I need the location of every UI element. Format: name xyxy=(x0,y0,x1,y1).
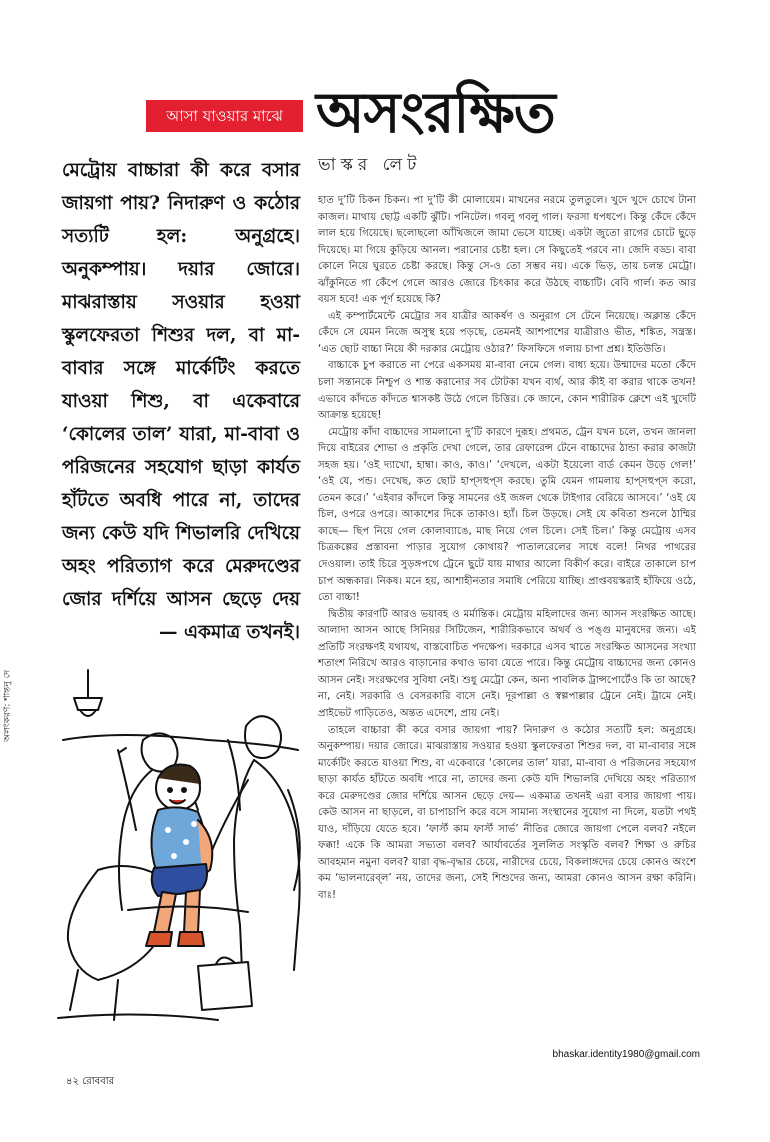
byline: ভাস্কর লেট xyxy=(318,155,422,175)
article-paragraph: মেট্রোয় কাঁদা বাচ্চাদের সামলানো দু’টি কারণে দুরূহ। প্রথমত, ট্রেন যখন চলে, তখন জানলা দিয়ে বাইরের শোভা ও প্রকৃতি দেখা গেলে, তার রেফারেন্স টেনে বাচ্চাদের ঠান্ডা করার কাজটা সহজ হয়। ‘ওই দ্যাখো, হাম্বা। কাও, কাও।’ ‘দেখলে, একটা ইয়েলো বার্ড কেমন উড়ে গেল!’ ‘ওই যে, পন্ড। দেখেছ, কত ছোট হাপ্‌সহুপ্‌স করছে। তুমি যেমন গামলায় হাপ্‌সহুপ্‌স করো, তেমন করে।’ ‘এইবার কাঁদলে কিন্তু সামনের ওই জঙ্গল থেকে টাইগার বেরিয়ে আসবে।’ ‘ওই যে চিল, ওপরে ওপরে। আকাশের দিকে তাকাও। হ্যাঁ। চিল উড়ছে। সেই যে কবিতা শুনলে ঠাম্মির কাছে— ছিপ নিয়ে গেল কোলাব্যাঙে, মাছ নিয়ে গেল চিলে। সেই চিল।’ কিন্তু মেট্রোয় এসব চিত্রকল্পের প্রস্তাবনা পাড়ার সুযোগ কোথায়? পাতালরেলের সাধে বলে! নিথর পাথরের দেওয়াল। তাই চিরে সুড়ঙ্গপথে ট্রেনে ছুটে যায় মাথার আলো বিকীর্ণ করে। বাইরে তাকালে চাপ চাপ অন্ধকার। নিকষ। মনে হয়, আশাহীনতার সমাধি পেরিয়ে যাচ্ছি। প্রাপ্তবয়স্করাই হাঁফিয়ে ওঠে, তো বাচ্চা! xyxy=(318,426,696,604)
article-paragraph: এই কম্পার্টমেন্টে মেট্রোর সব যাত্রীর আকর্ষণ ও অনুরাগ সে টেনে নিয়েছে। অক্লান্ত কেঁদে কেঁদে সে যেমন নিজে অসুস্থ হয়ে পড়ছে, তেমনই আশপাশের যাত্রীরাও ভীত, শঙ্কিত, সন্ত্রস্ত। ‘এত ছোট বাচ্চা নিয়ে কী দরকার মেট্রোয় ওঠার?’ ফিসফিসে গলায় চাপা প্রশ্ন। ইতিউতি। xyxy=(318,310,696,355)
article-paragraph: হাত দু’টি চিকন চিকন। পা দু’টি কী মোলায়েম। মাখনের নরমে তুলতুলে। খুদে খুদে চোখে টানা কাজল। মাথায় ছোট্ট একটি ঝুঁটি। পনিটেল। গবলু গবলু গাল। ফরসা ধপধপে। কিন্তু কেঁদে কেঁদে লাল হয়ে গিয়েছে। ছলোছলো আঁখিজলে জামা ভেসে যাচ্ছে। একটা জুতো রাগের চোটে ছুড়ে দিয়েছে। মা গিয়ে কুড়িয়ে আনল। পরানোর চেষ্টা হল। সে কিছুতেই পরবে না। জেদি বড্ড। বাবা কোলে নিয়ে ঘুরতে চেষ্টা করছে। কিন্তু সে-ও তো সম্ভব নয়। একে ভিড়, তায় চলন্ত মেট্রো। ঝাঁকুনিতে গা কেঁপে গেলে আরও জোরে চিৎকার করে উঠছে বাচ্চাটি। বেবি গার্ল। কত আর বয়স হবে! এক পূর্ণ হয়েছে কি? xyxy=(318,195,696,306)
section-tag: আসা যাওয়ার মাঝে xyxy=(146,100,303,132)
article-paragraph: দ্বিতীয় কারণটি আরও ভয়াবহ ও মর্মান্তিক। মেট্রোয় মহিলাদের জন্য আসন সংরক্ষিত আছে। আলাদা আসন আছে সিনিয়র সিটিজেন, শারীরিকভাবে অথর্ব ও পঙ্গু মানুষদের জন্য। এই প্রতিটি সংরক্ষণই যথাযথ, বাস্তবোচিত পদক্ষেপ। দরকারে এসব খাতে সংরক্ষিত আসনের সংখ্যা শতাংশ নিরিখে আরও বাড়ানোর কথাও ভাবা যেতে পারে। কিন্তু মেট্রোয় বাচ্চাদের জন্য কোনও আসন নেই। সংরক্ষণের সুবিধা নেই। শুধু মেট্রো কেন, অন্য পাবলিক ট্রান্সপোর্টেও কি তা আছে? না, নেই। সরকারি ও বেসরকারি বাসে নেই। দূরপাল্লা ও স্বল্পপাল্লার ট্রেনে নেই। ট্রামে নেই। প্রাইভেট গাড়িতেও, অন্তত এদেশে, প্রায় নেই। xyxy=(318,608,696,719)
headline: অসংরক্ষিত xyxy=(316,80,555,146)
article-paragraph: বাচ্চাকে চুপ করাতে না পেরে একসময় মা-বাবা নেমে গেল। বাধ্য হয়ে। উন্মাদের মতো কেঁদে চলা সন্তানকে নিশ্চুপ ও শান্ত করানোর সব টোটকা যখন ব্যর্থ, আর কীই বা করার থাকে তখন! এভাবে কাঁদতে কাঁদতে শ্বাসকষ্ট উঠে গেলে চিত্তির। কে জানে, কোন শারীরিক ক্লেশে এই খুদেটি আক্রান্ত হয়েছে! xyxy=(318,360,696,422)
article-body xyxy=(318,193,696,901)
illustration-credit: অলংকরণ: শান্তনু দে xyxy=(2,670,13,742)
author-email: bhaskar.identity1980@gmail.com xyxy=(552,1049,700,1060)
pull-quote: মেট্রোয় বাচ্চারা কী করে বসার জায়গা পায়? নিদারুণ ও কঠোর সত্যটি হল: অনুগ্রহে। অনুকম্পায়। দয়ার জোরে। মাঝরাস্তায় সওয়ার হওয়া স্কুলফেরতা শিশুর দল, বা মা-বাবার সঙ্গে মার্কেটিং করতে যাওয়া শিশু, বা একেবারে ‘কোলের তাল’ যারা, মা-বাবা ও পরিজনের সহযোগ ছাড়া কার্যত হাঁটতে অবধি পারে না, তাদের জন্য কেউ যদি শিভালরি দেখিয়ে অহং পরিত্যাগ করে মেরুদণ্ডের জোর দর্শিয়ে আসন ছেড়ে দেয়— একমাত্র তখনই। xyxy=(62,160,300,643)
article-paragraph: তাহলে বাচ্চারা কী করে বসার জায়গা পায়? নিদারুণ ও কঠোর সত্যটি হল: অনুগ্রহে। অনুকম্পায়। দয়ার জোরে। মাঝরাস্তায় সওয়ার হওয়া স্কুলফেরতা শিশুর দল, বা মা-বাবার সঙ্গে মার্কেটিং করতে যাওয়া শিশু, বা একেবারে ‘কোলের তাল’ যারা, মা-বাবা ও পরিজনের সহযোগ ছাড়া কার্যত হাঁটতে অবধি পারে না, তাদের জন্য কেউ যদি শিভালরি দেখিয়ে অহং পরিত্যাগ করে মেরুদণ্ডের জোর দর্শিয়ে আসন ছেড়ে দেয়— একমাত্র তখনই এরা বসার জায়গা পায়। কেউ আসন না ছাড়লে, বা চাপাচাপি করে বসে সামান্য সংস্থানের সুযোগ না দিলে, যতটা পথই যাও, দাঁড়িয়ে যেতে হবে। ‘ফার্স্ট কাম ফার্স্ট সার্ভ’ নীতির জোরে জায়গা পেলে বলব? নইলে ফক্কা! একে কি আমরা সভ্যতা বলব? আর্যাবর্তের সুললিত সংস্কৃতি বলব? শিক্ষা ও রুচির আবহমান নমুনা বলব? যারা বৃদ্ধ-বৃদ্ধার চেয়ে, নারীদের চেয়ে, বিকলাঙ্গদের চেয়ে কোনও অংশে কম ‘ভালনারেব্‌ল’ নয়, তাদের জন্য, সেই শিশুদের জন্য, আমরা কোনও আসন রক্ষা করিনি। বাঃ! xyxy=(318,724,696,901)
illustration-metro-child xyxy=(2,670,308,1030)
metro-passengers-drawing xyxy=(58,670,308,1030)
page-folio: ৪২ রোববার xyxy=(66,1076,115,1087)
